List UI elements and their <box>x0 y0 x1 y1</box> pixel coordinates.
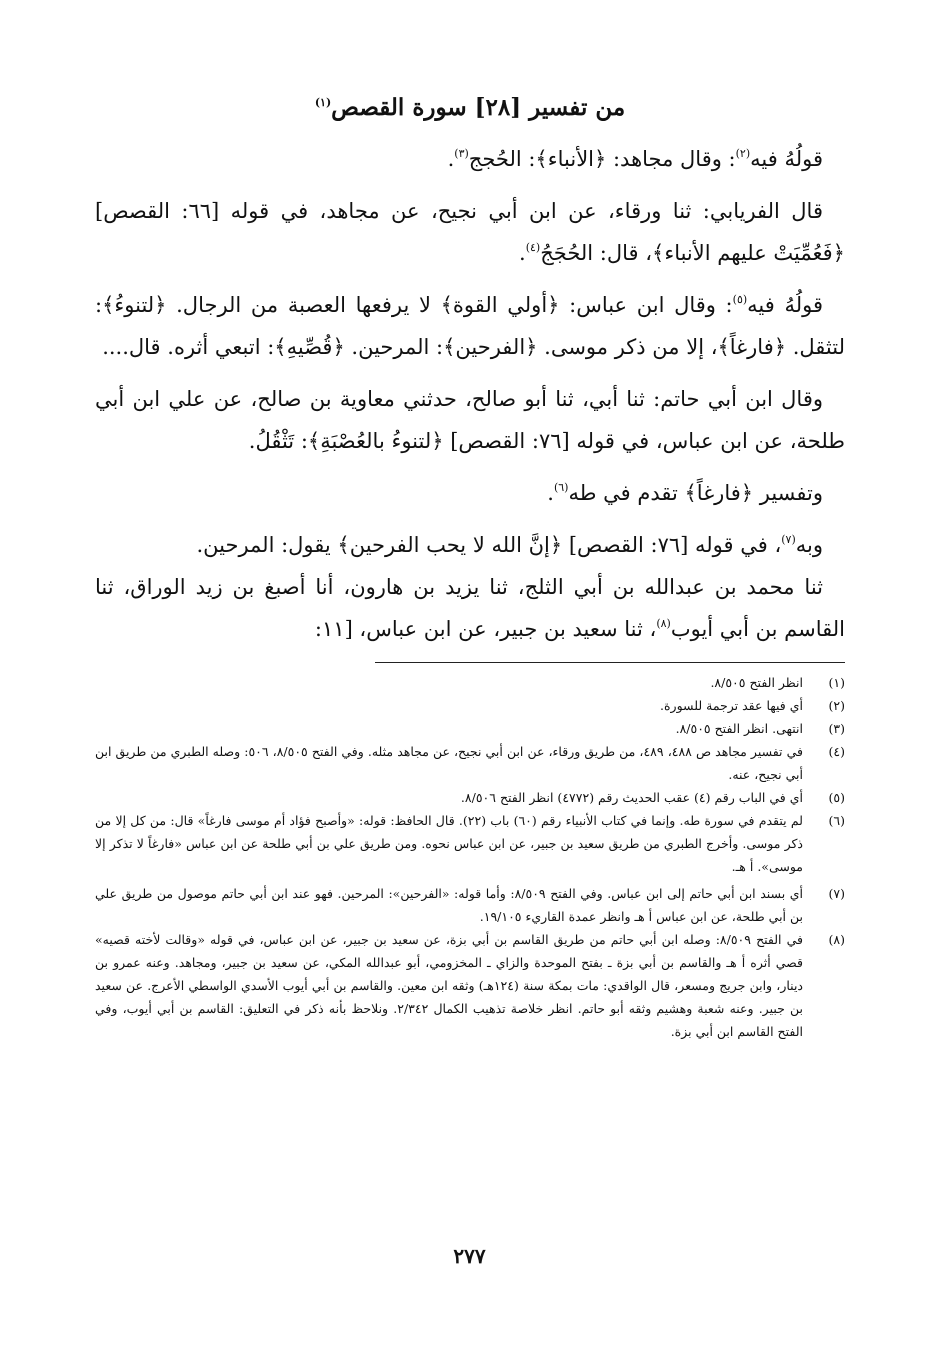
footnote-ref: (٣) <box>454 147 469 160</box>
paragraph-4 <box>95 378 845 462</box>
page-body <box>95 78 845 1043</box>
paragraph-text: . <box>447 147 455 171</box>
paragraph-3 <box>95 284 845 368</box>
footnote-ref: (٢) <box>735 147 751 160</box>
paragraph-text: قولُهُ فيه <box>747 293 823 317</box>
footnote-item <box>95 809 845 878</box>
heading-note-ref: (١) <box>314 96 332 109</box>
paragraph-text: : وقال مجاهد: ﴿الأنباء﴾: الحُجج <box>468 147 736 171</box>
heading-text: من تفسير [٢٨] سورة القصص <box>331 94 626 121</box>
paragraph-text: . <box>547 481 554 505</box>
footnote-ref: (٨) <box>656 617 671 630</box>
paragraph-2 <box>95 190 845 274</box>
footnote-number: (٤) <box>828 744 845 759</box>
paragraph-text: : وقال ابن عباس: ﴿أولي القوة﴾ لا يرفعها العصبة من الرجال. ﴿لتنوءُ﴾: لتثقل. ﴿فارغاً﴾، إلا من ذكر موسى. ﴿الفرحين﴾: المرحين. ﴿قُصِّيهِ﴾: اتبعي أثره. قال.... <box>95 293 845 359</box>
footnote-number: (٧) <box>828 886 845 901</box>
paragraph-5 <box>95 472 845 514</box>
footnote-number: (٦) <box>828 813 845 828</box>
footnote-item <box>95 671 845 694</box>
paragraph-text: وبه <box>795 533 823 557</box>
paragraph-text: ثنا محمد بن عبدالله بن أبي الثلج، ثنا يزيد بن هارون، أنا أصبغ بن زيد الوراق، ثنا القاسم بن أبي أيوب <box>95 575 845 641</box>
footnote-number: (٥) <box>828 790 845 805</box>
footnote-text: أي فيها عقد ترجمة للسورة. <box>660 698 803 713</box>
footnote-number: (٣) <box>828 721 845 736</box>
footnote-number: (٨) <box>828 932 845 947</box>
page-heading <box>95 78 845 138</box>
paragraph-7 <box>95 566 845 650</box>
paragraph-text: وتفسير ﴿فارغاً﴾ تقدم في طه <box>568 481 823 505</box>
footnote-ref: (٤) <box>525 241 541 254</box>
footnote-ref: (٦) <box>553 481 569 494</box>
paragraph-text: . <box>519 241 526 265</box>
footnote-ref: (٧) <box>781 533 796 546</box>
paragraph-1 <box>95 138 845 180</box>
page-number: ٢٧٧ <box>453 1244 486 1268</box>
footnotes <box>95 671 845 1043</box>
paragraph-text: ، في قوله [٧٦: القصص] ﴿إنَّ الله لا يحب الفرحين﴾ يقول: المرحين. <box>196 533 782 557</box>
footnote-text: في تفسير مجاهد ص ٤٨٨، ٤٨٩، من طريق ورقاء، عن ابن أبي نجيح، عن مجاهد مثله. وفي الفتح ٨/٥٠٥، ٥٠٦: وصله الطبري من طريق ابن أبي نجيح، عنه. <box>95 744 803 782</box>
footnote-number: (٢) <box>828 698 845 713</box>
footnote-text: انظر الفتح ٨/٥٠٥. <box>710 675 803 690</box>
paragraph-text: وقال ابن أبي حاتم: ثنا أبي، ثنا أبو صالح، حدثني معاوية بن صالح، عن علي ابن أبي طلحة، عن ابن عباس، في قوله [٧٦: القصص] ﴿لتنوءُ بالعُصْبَةِ﴾: تَثْقُلُ. <box>95 387 845 453</box>
main-text <box>95 138 845 650</box>
paragraph-text: قولُهُ فيه <box>750 147 823 171</box>
footnote-text: في الفتح ٨/٥٠٩: وصله ابن أبي حاتم من طريق القاسم بن أبي بزة، عن سعيد بن جبير، عن ابن عباس، في قوله «وقالت لأخته قصيه» قصي أثره أ هـ والقاسم بن أبي بزة ـ بفتح الموحدة والزاي ـ المخزومي، أبو عبدالله المكي، عن سعيد بن جبير، ومجاهد. وعنه عمرو بن دينار، وابن جريج ومسعر، قال الواقدي: مات بمكة سنة (١٢٤هـ) وثقه ابن معين. والقاسم بن أبي أيوب الأسدي الواسطي الأعرج. عن سعيد بن جبير. وعنه شعبة وهشيم وثقه أبو حاتم. انظر خلاصة تذهيب الكمال ٢/٣٤٢. ونلاحظ بأنه ذكر في التعليق: القاسم بن أبي أيوب، وفي الفتح القاسم ابن أبي بزة. <box>95 932 803 1039</box>
footnote-ref: (٥) <box>732 293 748 306</box>
footnote-item <box>95 882 845 928</box>
paragraph-text: ، ثنا سعيد بن جبير، عن ابن عباس، [١١: <box>314 617 657 641</box>
footnote-text: انتهى. انظر الفتح ٨/٥٠٥. <box>675 721 803 736</box>
paragraph-text: قال الفريابي: ثنا ورقاء، عن ابن أبي نجيح، عن مجاهد، في قوله [٦٦: القصص] ﴿فَعُمِّيَتْ عليهم الأنباء﴾، قال: الحُجَجُ <box>95 199 845 265</box>
footnote-text: أي بسند ابن أبي حاتم إلى ابن عباس. وفي الفتح ٨/٥٠٩: وأما قوله: «الفرحين»: المرحين. فهو عند ابن أبي حاتم موصول من طريق علي بن أبي طلحة، عن ابن عباس أ هـ وانظر عمدة القاريء ١٩/١٠٥. <box>95 886 804 924</box>
footnote-item <box>95 717 845 740</box>
footnote-text: لم يتقدم في سورة طه. وإنما في كتاب الأنبياء رقم (٦٠) باب (٢٢). قال الحافظ: قوله: «وأصبح فؤاد أم موسى فارغاً» قال: من كل إلا من ذكر موسى. وأخرج الطبري من طريق سعيد بن جبير، عن ابن عباس نحوه. ومن طريق علي بن أبي طلحة عن ابن عباس «فارغاً لا تذكر إلا موسى». أ هـ. <box>95 813 803 874</box>
footnote-separator <box>375 662 845 663</box>
footnote-item <box>95 740 845 786</box>
footnote-item <box>95 694 845 717</box>
footnote-item <box>95 928 845 1043</box>
footnote-number: (١) <box>828 675 845 690</box>
paragraph-6 <box>95 524 845 566</box>
footnote-item <box>95 786 845 809</box>
footnote-text: أي في الباب رقم (٤) عقب الحديث رقم (٤٧٧٢) انظر الفتح ٨/٥٠٦. <box>460 790 803 805</box>
